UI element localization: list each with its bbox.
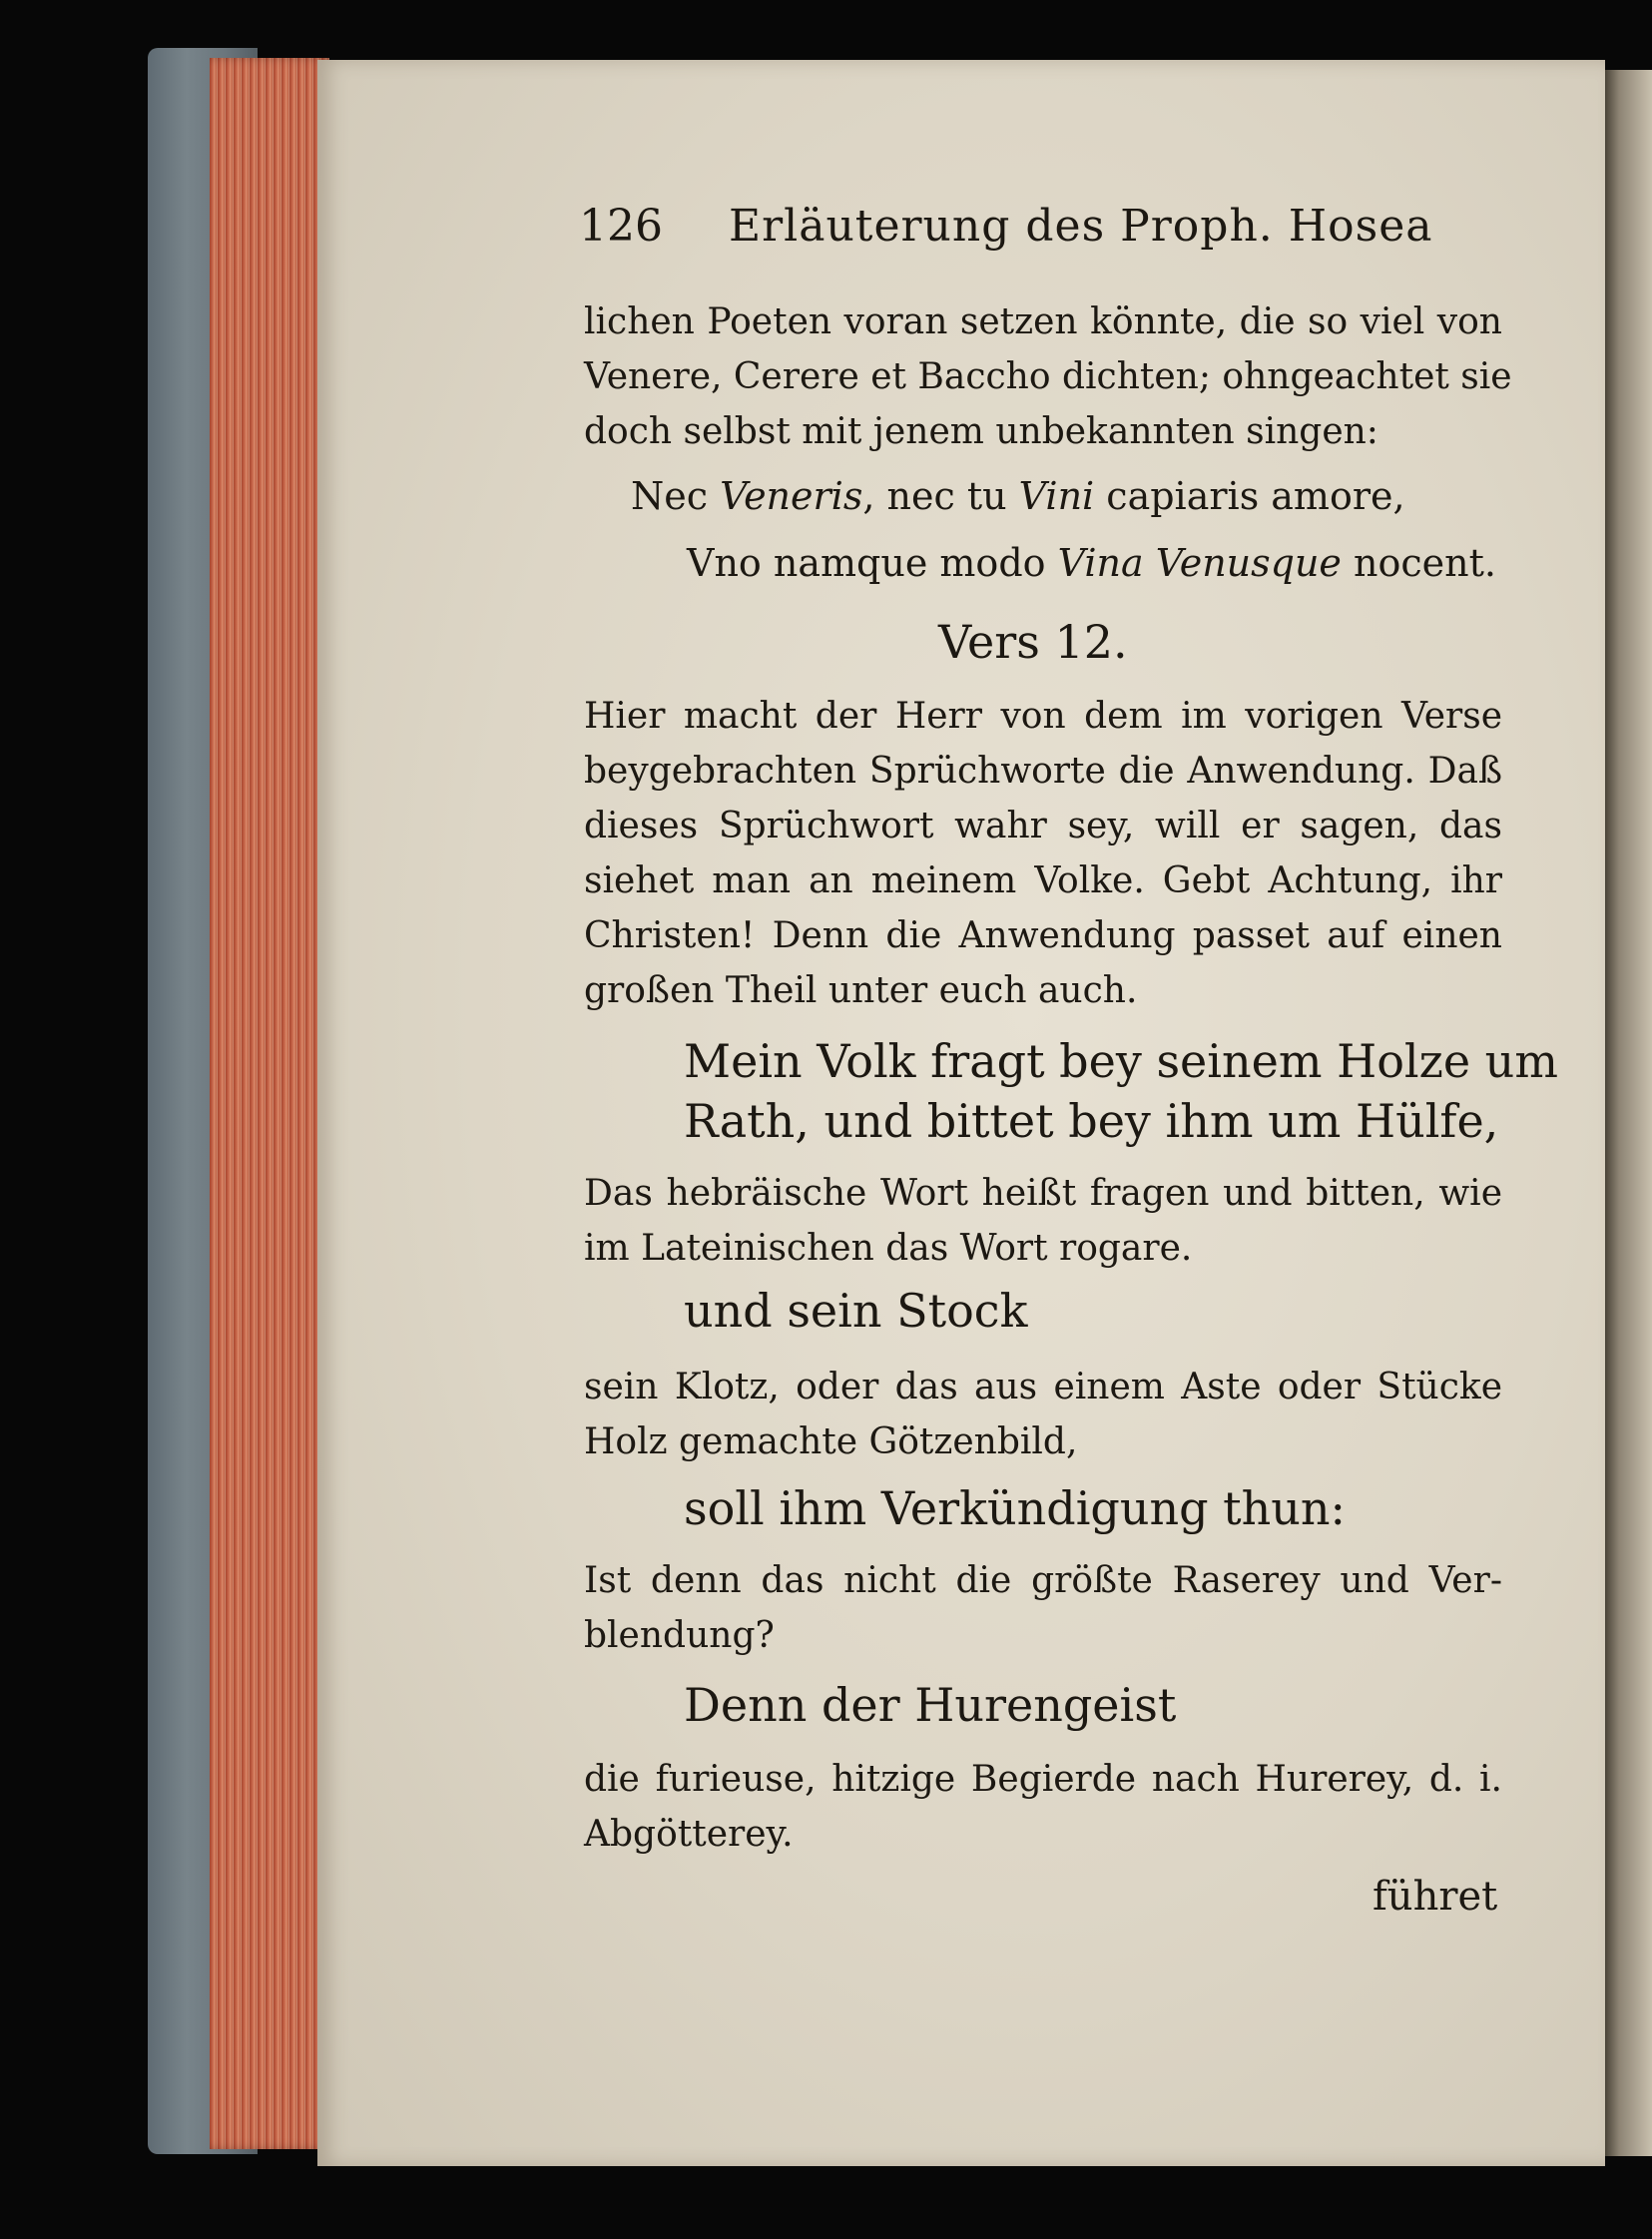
body-line: dieses Sprüchwort wahr sey, will er sagen, das [584, 806, 1502, 846]
body-line: sein Klotz, oder das aus einem Aste oder Stücke [584, 1367, 1502, 1407]
body-line: doch selbst mit jenem unbekannten singen: [584, 411, 1378, 452]
body-line: Ist denn das nicht die größte Raserey und Ver- [584, 1560, 1502, 1601]
catchword: führet [1373, 1874, 1498, 1920]
scripture-lemma: soll ihm Verkündigung thun: [684, 1481, 1347, 1535]
body-line: Hier macht der Herr von dem im vorigen Verse [584, 696, 1502, 737]
body-line: lichen Poeten voran setzen könnte, die so viel von [584, 301, 1502, 342]
body-line: Das hebräische Wort heißt fragen und bitten, wie [584, 1173, 1502, 1214]
running-title: Erläuterung des Proph. Hosea [729, 201, 1433, 252]
scripture-lemma: und sein Stock [684, 1284, 1028, 1338]
body-line: Abgötterey. [584, 1814, 794, 1855]
page-edges [210, 58, 329, 2149]
page-number: 126 [579, 201, 663, 252]
body-line: beygebrachten Sprüchworte die Anwendung. Daß [584, 751, 1502, 792]
scripture-lemma: Rath, und bittet bey ihm um Hülfe, [684, 1094, 1499, 1148]
latin-quote-line: Nec Veneris, nec tu Vini capiaris amore, [631, 474, 1405, 518]
facing-page-edge [1605, 70, 1652, 2156]
verse-heading: Vers 12. [938, 615, 1128, 669]
body-line: die furieuse, hitzige Begierde nach Hurerey, d. i. [584, 1759, 1502, 1800]
body-line: Holz gemachte Götzenbild, [584, 1421, 1078, 1462]
latin-quote-line: Vno namque modo Vina Venusque nocent. [687, 541, 1496, 585]
body-line: blendung? [584, 1615, 775, 1656]
scripture-lemma: Denn der Hurengeist [684, 1678, 1177, 1732]
scripture-lemma: Mein Volk fragt bey seinem Holze um [684, 1034, 1558, 1088]
body-line: Venere, Cerere et Baccho dichten; ohngeachtet sie [584, 356, 1512, 397]
body-line: großen Theil unter euch auch. [584, 970, 1138, 1011]
body-line: Christen! Denn die Anwendung passet auf einen [584, 915, 1502, 956]
body-line: im Lateinischen das Wort rogare. [584, 1228, 1193, 1269]
body-line: siehet man an meinem Volke. Gebt Achtung, ihr [584, 860, 1502, 901]
